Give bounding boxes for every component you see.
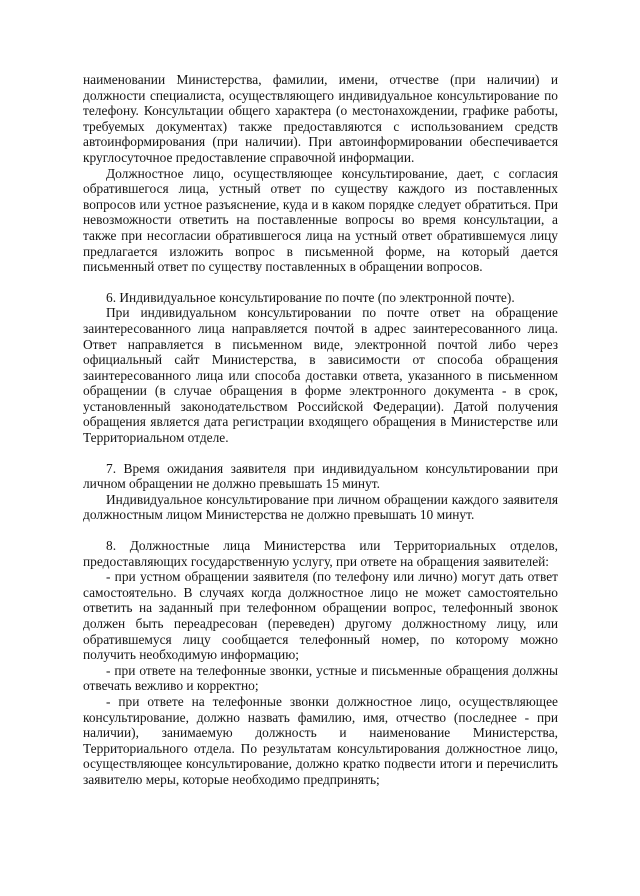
section-6-heading: 6. Индивидуальное консультирование по почте (по электронной почте). bbox=[106, 289, 515, 305]
paragraph-1: наименовании Министерства, фамилии, имени, отчестве (при наличии) и должности специалиста, осуществляющего индивидуальное консультирование по телефону. Консультации общего характера (о местонахождении, графике работы, требуемых документах) также предоставляются с использованием средств автоинформирования (при наличии). При автоинформировании обеспечивается круглосуточное предоставление справочной информации. bbox=[83, 72, 558, 165]
list-item-polite-answer: - при ответе на телефонные звонки, устные и письменные обращения должны отвечать вежливо и корректно; bbox=[83, 662, 558, 694]
list-item-oral-request: - при устном обращении заявителя (по телефону или лично) могут дать ответ самостоятельно. В случаях когда должностное лицо не может самостоятельно ответить на заданный при телефонном обращении вопрос, телефонный звонок должен быть переадресован (переведен) другому должностному лицу, или обратившемуся лицу сообщается телефонный номер, по которому можно получить необходимую информацию; bbox=[83, 569, 558, 663]
paragraph-gap bbox=[83, 523, 558, 538]
section-8-paragraph: 8. Должностные лица Министерства или Территориальных отделов, предоставляющих государственную услугу, при ответе на обращения заявителей: bbox=[83, 538, 558, 569]
paragraph-personal-consulting: Индивидуальное консультирование при личном обращении каждого заявителя должностным лицом Министерства не должно превышать 10 минут. bbox=[83, 491, 558, 523]
section-7-paragraph: 7. Время ожидания заявителя при индивидуальном консультировании при личном обращении не должно превышать 15 минут. bbox=[83, 460, 558, 492]
document-body bbox=[83, 72, 558, 788]
list-item-phone-answer: - при ответе на телефонные звонки должностное лицо, осуществляющее консультирование, должно назвать фамилию, имя, отчество (последнее - при наличии), занимаемую должность и наименование Министерства, Территориального отдела. По результатам консультирования должностное лицо, осуществляющее консультирование, должно кратко подвести итоги и перечислить заявителю меры, которые необходимо предпринять; bbox=[83, 693, 558, 787]
paragraph-gap bbox=[83, 275, 558, 290]
paragraph-2: Должностное лицо, осуществляющее консультирование, дает, с согласия обратившегося лица, устный ответ по существу каждого из поставленных вопросов или устное разъяснение, куда и в каком порядке следует обратиться. При невозможности ответить на поставленные вопросы во время консультации, а также при несогласии обратившегося лица на устный ответ обратившемуся лицу предлагается изложить вопрос в письменной форме, на который дается письменный ответ по существу поставленных в обращении вопросов. bbox=[83, 165, 558, 275]
paragraph-mail-consulting: При индивидуальном консультировании по почте ответ на обращение заинтересованного лица направляется почтой в адрес заинтересованного лица. Ответ направляется в письменном виде, электронной почтой либо через официальный сайт Министерства, в зависимости от способа обращения заинтересованного лица или способа доставки ответа, указанного в письменном обращении (в случае обращения в форме электронного документа - в срок, установленный законодательством Российской Федерации). Датой получения обращения является дата регистрации входящего обращения в Министерстве или Территориальном отделе. bbox=[83, 305, 558, 446]
paragraph-gap bbox=[83, 446, 558, 461]
